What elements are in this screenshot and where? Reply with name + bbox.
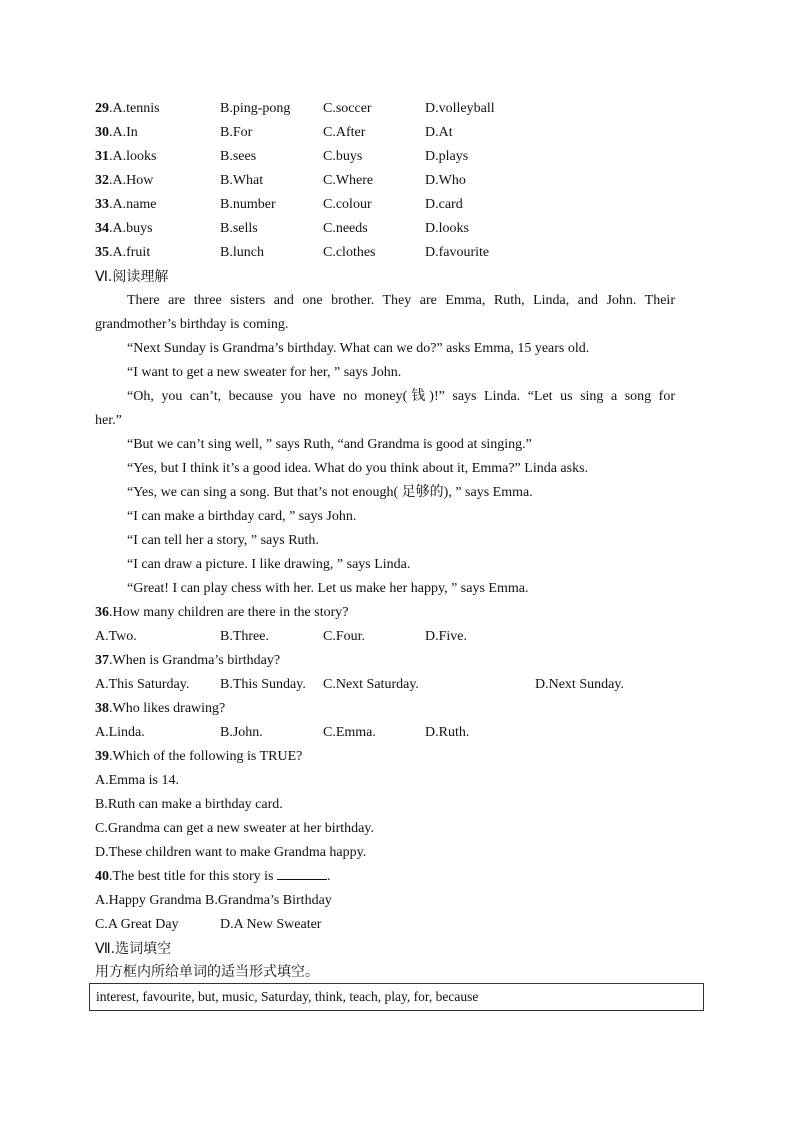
word-box: interest, favourite, but, music, Saturday, think, teach, play, for, because xyxy=(89,983,704,1011)
question-40-options-cd xyxy=(95,913,695,937)
question-number: 38 xyxy=(95,701,109,716)
option-d: D.These children want to make Grandma happy. xyxy=(95,845,367,860)
mc-question-33 xyxy=(95,193,695,217)
question-38-stem xyxy=(95,697,225,721)
option-a: A.Emma is 14. xyxy=(95,773,179,788)
question-number: 36 xyxy=(95,605,109,620)
section-6-title: Ⅵ.阅读理解 xyxy=(95,269,169,285)
question-40-stem xyxy=(95,865,330,889)
passage-line: “I can draw a picture. I like drawing, ” says Linda. xyxy=(127,557,411,572)
passage-line: “Next Sunday is Grandma’s birthday. What can we do?” asks Emma, 15 years old. xyxy=(127,341,590,356)
option-a: .A.looks xyxy=(109,149,157,164)
option-c: C.soccer xyxy=(323,101,372,116)
option-c: C.colour xyxy=(323,197,372,212)
mc-question-35 xyxy=(95,241,695,265)
option-b: B.ping-pong xyxy=(220,101,291,116)
question-number: 39 xyxy=(95,749,109,764)
question-number: 34 xyxy=(95,221,109,236)
option-d: D.Five. xyxy=(425,629,467,644)
option-c: C.A Great Day xyxy=(95,917,179,932)
option-c: C.Next Saturday. xyxy=(323,677,419,692)
option-d: D.Who xyxy=(425,173,466,188)
option-a: .A.How xyxy=(109,173,154,188)
section-7-title: Ⅶ.选词填空 xyxy=(95,941,172,957)
question-text: .When is Grandma’s birthday? xyxy=(109,653,281,668)
passage-line: “Great! I can play chess with her. Let us make her happy, ” says Emma. xyxy=(127,581,529,596)
option-b: B.This Sunday. xyxy=(220,677,306,692)
option-a: A.Two. xyxy=(95,629,137,644)
option-c: C.needs xyxy=(323,221,368,236)
option-b: B.For xyxy=(220,125,253,140)
question-number: 29 xyxy=(95,101,109,116)
option-a: .A.fruit xyxy=(109,245,151,260)
question-number: 37 xyxy=(95,653,109,668)
option-b: B.number xyxy=(220,197,276,212)
option-a: .A.buys xyxy=(109,221,153,236)
passage-line: “Yes, but I think it’s a good idea. What do you think about it, Emma?” Linda asks. xyxy=(127,461,589,476)
question-number: 40 xyxy=(95,869,109,884)
option-d: D.At xyxy=(425,125,453,140)
question-number: 33 xyxy=(95,197,109,212)
question-number: 30 xyxy=(95,125,109,140)
question-number: 31 xyxy=(95,149,109,164)
option-d: D.looks xyxy=(425,221,469,236)
mc-question-29 xyxy=(95,97,695,121)
mc-question-34 xyxy=(95,217,695,241)
option-c: C.clothes xyxy=(323,245,376,260)
mc-question-31 xyxy=(95,145,695,169)
option-d: D.plays xyxy=(425,149,469,164)
option-b: B.What xyxy=(220,173,264,188)
mc-question-30 xyxy=(95,121,695,145)
passage-line: There are three sisters and one brother. They are Emma, Ruth, Linda, and John. Their xyxy=(127,293,675,308)
option-d: D.favourite xyxy=(425,245,490,260)
option-a: .A.name xyxy=(109,197,157,212)
option-d: D.card xyxy=(425,197,463,212)
option-c: C.Emma. xyxy=(323,725,376,740)
passage-line: “Oh, you can’t, because you have no money(钱)!” says Linda. “Let us sing a song for xyxy=(127,389,675,404)
option-c: C.Four. xyxy=(323,629,366,644)
question-38-options xyxy=(95,721,695,745)
question-text: .Who likes drawing? xyxy=(109,701,226,716)
question-36-stem xyxy=(95,601,348,625)
option-a: A.This Saturday. xyxy=(95,677,190,692)
option-a-b: A.Happy Grandma B.Grandma’s Birthday xyxy=(95,893,332,908)
question-36-options xyxy=(95,625,695,649)
question-text: .The best title for this story is xyxy=(109,869,277,884)
mc-question-32 xyxy=(95,169,695,193)
option-a: .A.In xyxy=(109,125,138,140)
option-c: C.After xyxy=(323,125,366,140)
question-text: .How many children are there in the story? xyxy=(109,605,349,620)
option-c: C.Where xyxy=(323,173,374,188)
question-37-options xyxy=(95,673,695,697)
option-b: B.Three. xyxy=(220,629,269,644)
question-text-end: . xyxy=(326,869,331,884)
option-b: B.lunch xyxy=(220,245,264,260)
passage-line: “I can tell her a story, ” says Ruth. xyxy=(127,533,319,548)
option-d: D.volleyball xyxy=(425,101,495,116)
option-b: B.Ruth can make a birthday card. xyxy=(95,797,283,812)
passage-line: her.” xyxy=(95,413,122,428)
question-number: 35 xyxy=(95,245,109,260)
option-c: C.Grandma can get a new sweater at her birthday. xyxy=(95,821,374,836)
question-text: .Which of the following is TRUE? xyxy=(109,749,303,764)
option-d: D.Next Sunday. xyxy=(535,677,624,692)
passage-line: “Yes, we can sing a song. But that’s not enough( 足够的), ” says Emma. xyxy=(127,485,533,500)
option-b: B.John. xyxy=(220,725,263,740)
question-39-stem xyxy=(95,745,302,769)
option-a: A.Linda. xyxy=(95,725,145,740)
option-a: .A.tennis xyxy=(109,101,160,116)
option-b: B.sees xyxy=(220,149,257,164)
section-7-instruction: 用方框内所给单词的适当形式填空。 xyxy=(95,964,319,980)
option-d: D.Ruth. xyxy=(425,725,470,740)
passage-line: “I can make a birthday card, ” says John. xyxy=(127,509,357,524)
question-37-stem xyxy=(95,649,280,673)
option-c: C.buys xyxy=(323,149,363,164)
answer-blank xyxy=(277,867,327,880)
question-number: 32 xyxy=(95,173,109,188)
passage-line: “I want to get a new sweater for her, ” says John. xyxy=(127,365,402,380)
option-d: D.A New Sweater xyxy=(220,917,322,932)
passage-line: “But we can’t sing well, ” says Ruth, “and Grandma is good at singing.” xyxy=(127,437,532,452)
passage-line: grandmother’s birthday is coming. xyxy=(95,317,289,332)
option-b: B.sells xyxy=(220,221,258,236)
